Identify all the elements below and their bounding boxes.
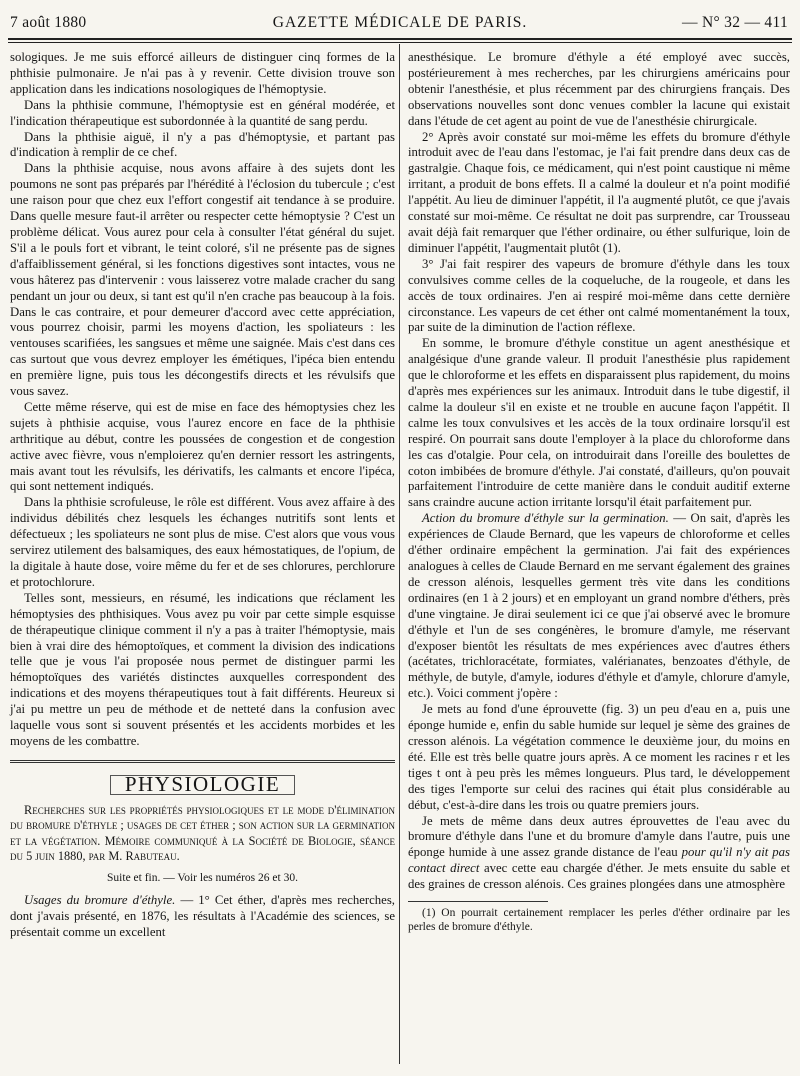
germination-heading: Action du bromure d'éthyle sur la germination. — [422, 511, 669, 526]
usages-heading: Usages du bromure d'éthyle. — [24, 892, 176, 907]
paragraph: Dans la phthisie aiguë, il n'y a pas d'hémoptysie, et partant pas d'indication à remplir de ce chef. — [10, 129, 395, 160]
paragraph — [10, 893, 395, 941]
journal-title: GAZETTE MÉDICALE DE PARIS. — [272, 14, 528, 31]
physiology-section — [10, 760, 395, 941]
paragraph: Telles sont, messieurs, en résumé, les indications que réclament les hémoptysies des phthisiques. Vous avez pu voir par cette simple esquisse de thérapeutique clinique comment il n'y a pas à traiter l'hémoptysie, mais bien à vrai dire des hémoptoïques, et comment la division des indications telle que je vous l'ai proposée nous permet de distinguer parmi les hémoptoïques des variétés distinctes auxquelles correspondent des indications et des moyens thérapeutiques tout à fait différents. Heureux si j'ai pu mettre un peu de méthode et de netteté dans la confusion avec laquelle vous sont si souvent présentés et les accidents morbides et les moyens de les combattre. — [10, 590, 395, 748]
right-column — [408, 50, 790, 934]
section-title-text: PHYSIOLOGIE — [110, 775, 295, 795]
emphasis-text: pour qu'il n'y ait pas contact direct — [408, 845, 790, 876]
paragraph: 3° J'ai fait respirer des vapeurs de bromure d'éthyle dans les toux convulsives comme celles de la coqueluche, de la rougeole, et dans les accès de toux ordinaires. J'en ai respiré moi-même dans cette dernière circonstance. Les vapeurs de cet éther ont calmé momentanément la toux, par suite de la diminution de l'action réflexe. — [408, 256, 790, 335]
paragraph-text: Je mets de même dans deux autres éprouvettes de l'eau avec du bromure d'éthyle dans l'une et du bromure d'amyle dans l'autre, puis une éponge humide à une assez grande distance de l'eau — [408, 813, 790, 860]
section-title — [10, 771, 395, 796]
usages-text: — 1° Cet éther, d'après mes recherches, dont j'avais présenté, en 1876, les résultats à l'Académie des sciences, se présentait comme un excellent — [10, 892, 395, 939]
germination-text: — On sait, d'après les expériences de Claude Bernard, que les vapeurs de chloroforme et celles d'éther ordinaire empêchent la germination. J'ai fait des expériences analogues à celles de Claude Bernard en me servant également des graines de cresson alénois, lesquelles germent très vite dans les conditions ordinaires (en 1 à 2 jours) et en employant un grand nombre d'éthers, près d'une vingtaine. Je dirai seulement ici ce que j'ai observé avec le bromure d'éthyle et l'un de ses congénères, le bromure d'amyle, me réservant d'exposer bientôt les résultats de mes expériences avec d'autres éthers (acétates, trichloracétate, formiates, valérianates, benzoates d'éthyle, de méthyle, de butyle, d'amyle, iodures d'éthyle et d'amyle, chlorure d'amyle, etc.). Voici comment j'opère : — [408, 511, 790, 701]
column-divider — [399, 44, 400, 1064]
paragraph: Dans la phthisie commune, l'hémoptysie est en général modérée, et l'indication thérapeutique est subordonnée à la quantité de sang perdu. — [10, 97, 395, 128]
footnote-rule — [408, 901, 548, 902]
paragraph: Je mets au fond d'une éprouvette (fig. 3) un peu d'eau en a, puis une éponge humide e, enfin du sable humide sur lequel je sème des graines de cresson alénois. La végétation commence le deuxième jour, du moins en été. Elle est très belle quatre jours après. A ce moment les racines r et les tiges t ont à peu près les mêmes longueurs. Plus tard, le développement des tiges l'emporte sur celui des racines qui était plus considérable au début, c'est-à-dire dans les trois ou quatre premiers jours. — [408, 702, 790, 812]
paragraph: 2° Après avoir constaté sur moi-même les effets du bromure d'éthyle introduit avec de l'eau dans l'estomac, je l'ai fait prendre dans deux cas de gastralgie. Chaque fois, ce médicament, qui n'est point caustique ni même irritant, a produit de bons effets. Il a calmé la douleur et n'a point modifié l'appétit. Au lieu de diminuer l'appétit, il l'a augmenté plutôt, ce que j'avais constaté sur moi-même. Ce résultat ne doit pas surprendre, car Trousseau avait déjà fait remarquer que l'éther ordinaire, ou éther sulfurique, loin de diminuer l'appétit, l'augmentait plutôt (1). — [408, 129, 790, 255]
paragraph: sologiques. Je me suis efforcé ailleurs de distinguer cinq formes de la phthisie pulmonaire. Je n'ai pas à y revenir. Cette division trouve son application dans les indications nosologiques de l'hémoptysie. — [10, 50, 395, 96]
paragraph: Cette même réserve, qui est de mise en face des hémoptysies chez les sujets à phthisie acquise, vous l'aurez encore en face de la phthisie arthritique au début, contre les poussées de congestion et de congestion active avec fièvre, vous n'emploierez qu'en dernier ressort les astringents, mais avant tout les révulsifs, les dérivatifs, les calmants et encore l'ipéca, qui sont nettement indiqués. — [10, 399, 395, 494]
page-number: — N° 32 — 411 — [682, 14, 788, 31]
paragraph: Dans la phthisie acquise, nous avons affaire à des sujets dont les poumons ne sont pas préparés par l'hérédité à l'éclosion du tubercule ; c'est une raison pour que chez eux l'effort congestif ait tendance à se produire. Dans quelle mesure faut-il arrêter ou respecter cette hémoptysie ? C'est un problème délicat. Vous aurez pour cela à consulter l'état général du sujet. S'il a le pouls fort et vibrant, le teint coloré, s'il ne présente pas de signes d'affaiblissement général, si les fonctions digestives sont intactes, vous ne vous hâterez pas d'intervenir : vous laisserez votre malade cracher du sang pendant un jour ou deux, si tant est qu'il n'en crache pas beaucoup à la fois. Dans le cas contraire, et pour demeurer d'accord avec cette appréciation, vous pourrez choisir, parmi les moyens d'action, les spoliateurs : les ventouses scarifiées, les sangsues et même une saignée. Mais c'est dans ces cas surtout que vous devrez employer les émétiques, l'ipéca bien entendu en première ligne, puis tous les décongestifs directs et les révulsifs que vous savez. — [10, 161, 395, 399]
header-date: 7 août 1880 — [10, 14, 87, 31]
continuation-note: Suite et fin. — Voir les numéros 26 et 30. — [107, 871, 298, 884]
header-rule-thin — [8, 42, 792, 43]
paragraph: Dans la phthisie scrofuleuse, le rôle est différent. Vous avez affaire à des individus débilités chez lesquels les échanges nutritifs sont lents et défectueux ; les spoliateurs ne sont plus de mise. C'est alors que vous vous servirez utilement des balsamiques, des eaux hémostatiques, de l'opium, de la digitale à haute dose, voire même du fer et de ses chlorures, perchlorure et protochlorure. — [10, 495, 395, 589]
page-header — [8, 12, 792, 36]
header-rule — [8, 38, 792, 40]
paragraph-text: avec cette eau chargée d'éther. Je mets ensuite du sable et des graines de cresson alénois. Ces graines plongées dans une atmosphère — [408, 861, 790, 892]
paragraph: En somme, le bromure d'éthyle constitue un agent anesthésique et analgésique d'une grande valeur. Il produit l'anesthésie plus rapidement que le chloroforme et les effets en disparaissent plus rapidement, du moins d'après mes expériences sur les animaux. Introduit dans le tube digestif, il calme la douleur s'il en existe et ne trouble en aucune façon l'appétit. Il calme les toux convulsives et les accès de la toux ordinaire lorsqu'il est respiré. On pourrait sans doute l'employer à la place du chloroforme dans les cas d'otalgie. Pour cela, on introduirait dans l'oreille des boulettes de coton imbibées de bromure d'éthyle. J'ai constaté, d'ailleurs, qu'on pouvait parfaitement l'introduire de cette manière dans le conduit auditif externe sans craindre aucune action irritante lorsqu'il était parfaitement pur. — [408, 336, 790, 510]
article-subtitle: Recherches sur les propriétés physiologiques et le mode d'élimination du bromure d'éthyle ; usages de cet éther ; son action sur la germination et la végétation. Mémoire communiqué à la Société de Biologie, séance du 5 juin 1880, par M. Rabuteau. — [10, 802, 396, 864]
paragraph: anesthésique. Le bromure d'éthyle a été employé avec succès, postérieurement à mes recherches, par les chirurgiens américains pour obtenir l'anesthésie, et plus récemment par des chirurgiens français. Des observations nouvelles sont donc venues combler la lacune qui existait dans l'étude de cet agent au point de vue de l'anesthésie chirurgicale. — [408, 50, 790, 128]
paragraph — [408, 511, 790, 702]
left-column — [10, 50, 395, 944]
footnote: (1) On pourrait certainement remplacer les perles d'éther ordinaire par les perles de bromure d'éthyle. — [408, 907, 790, 934]
paragraph — [408, 814, 790, 894]
